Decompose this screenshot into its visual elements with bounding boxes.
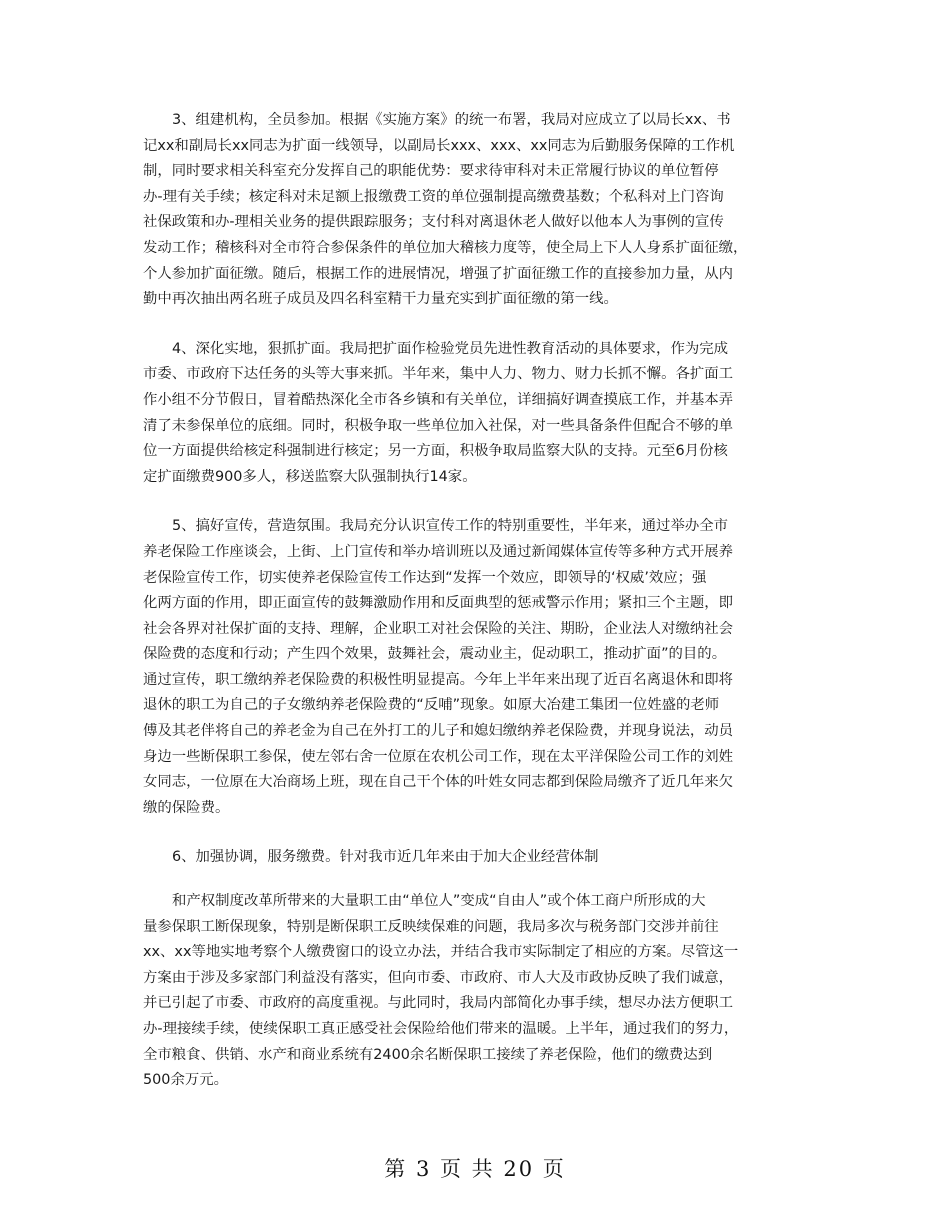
page-body [143, 108, 807, 1118]
text-line: 办-理有关手续；核定科对未足额上报缴费工资的单位强制提高缴费基数；个私科对上门咨询 [143, 188, 724, 205]
text-line: 6、加强协调，服务缴费。针对我市近几年来由于加大企业经营体制 [172, 849, 599, 866]
text-line: 500余万元。 [143, 1072, 229, 1089]
paragraph-3-organization [143, 108, 807, 313]
text-line: 方案由于涉及多家部门利益没有落实，但向市委、市政府、市人大及市政协反映了我们诚意， [143, 969, 734, 986]
paragraph-6-coordination-heading [143, 845, 807, 871]
text-line: 制，同时要求相关科室充分发挥自己的职能优势：要求待审科对未正常履行协议的单位暂停 [143, 163, 719, 180]
page-number-footer: 第 3 页 共 20 页 [384, 1157, 566, 1181]
text-line: 勤中再次抽出两名班子成员及四名科室精干力量充实到扩面征缴的第一线。 [143, 291, 618, 308]
text-line: 老保险宣传工作，切实使养老保险宣传工作达到“发挥一个效应，即领导的‘权威’效应；强 [143, 569, 707, 586]
text-line: 办-理接续手续，使续保职工真正感受社会保险给他们带来的温暖。上半年，通过我们的努力， [143, 1021, 739, 1037]
text-line: 位一方面提供给核定科强制进行核定；另一方面，积极争取局监察大队的支持。元至6月份核 [143, 443, 728, 460]
text-line: 退休的职工为自己的子女缴纳养老保险费的“反哺”现象。如原大冶建工集团一位姓盛的老师 [143, 697, 720, 714]
text-line: 量参保职工断保现象，特别是断保职工反映续保难的问题，我局多次与税务部门交涉并前往 [143, 918, 719, 935]
text-line: 个人参加扩面征缴。随后，根据工作的进展情况，增强了扩面征缴工作的直接参加力量，从内 [143, 265, 734, 282]
text-line: 全市粮食、供销、水产和商业系统有2400余名断保职工接续了养老保险，他们的缴费达到 [143, 1046, 713, 1063]
text-line: 女同志，一位原在大冶商场上班，现在自己干个体的叶姓女同志都到保险局缴齐了近几年来欠 [143, 774, 734, 791]
text-line: 并已引起了市委、市政府的高度重视。与此同时，我局内部简化办事手续，想尽办法方便职工 [143, 995, 734, 1012]
text-line: 定扩面缴费900多人，移送监察大队强制执行14家。 [143, 468, 477, 485]
text-line: 傅及其老伴将自己的养老金为自己在外打工的儿子和媳妇缴纳养老保险费，并现身说法，动员 [143, 723, 734, 740]
text-line: 社保政策和办-理相关业务的提供跟踪服务；支付科对离退休老人做好以他本人为事例的宣传 [143, 214, 724, 231]
paragraph-4-expansion [143, 337, 807, 491]
text-line: 5、搞好宣传，营造氛围。我局充分认识宣传工作的特别重要性，半年来，通过举办全市 [172, 518, 729, 535]
text-line: 发动工作；稽核科对全市符合参保条件的单位加大稽核力度等，使全局上下人人身系扩面征缴， [143, 239, 748, 256]
text-line: xx、xx等地实地考察个人缴费窗口的设立办法，并结合我市实际制定了相应的方案。尽管这一 [143, 944, 739, 961]
text-line: 缴的保险费。 [143, 799, 230, 816]
text-line: 养老保险工作座谈会，上街、上门宣传和举办培训班以及通过新闻媒体宣传等多种方式开展养 [143, 543, 734, 560]
text-line: 和产权制度改革所带来的大量职工由“单位人”变成“自由人”或个体工商户所形成的大 [172, 893, 706, 910]
text-line: 通过宣传，职工缴纳养老保险费的积极性明显提高。今年上半年来出现了近百名离退休和即将 [143, 671, 734, 688]
text-line: 市委、市政府下达任务的头等大事来抓。半年来，集中人力、物力、财力长抓不懈。各扩面工 [143, 366, 734, 383]
text-line: 身边一些断保职工参保，使左邻右舍一位原在农机公司工作，现在太平洋保险公司工作的刘姓 [143, 748, 734, 765]
text-line: 化两方面的作用，即正面宣传的鼓舞激励作用和反面典型的惩戒警示作用；紧扣三个主题，即 [143, 595, 734, 612]
text-line: 社会各界对社保扩面的支持、理解，企业职工对社会保险的关注、期盼，企业法人对缴纳社会 [143, 620, 734, 637]
paragraph-5-publicity [143, 514, 807, 821]
text-line: 作小组不分节假日，冒着酷热深化全市各乡镇和有关单位，详细搞好调查摸底工作，并基本弄 [143, 391, 734, 408]
text-line: 记xx和副局长xx同志为扩面一线领导，以副局长xxx、xxx、xx同志为后勤服务保障的工作机 [143, 137, 735, 154]
paragraph-6-coordination-body [143, 889, 807, 1094]
text-line: 4、深化实地，狠抓扩面。我局把扩面作检验党员先进性教育活动的具体要求，作为完成 [172, 340, 729, 357]
text-line: 保险费的态度和行动；产生四个效果，鼓舞社会，震动业主，促动职工，推动扩面”的目的。 [143, 646, 727, 663]
text-line: 清了未参保单位的底细。同时，积极争取一些单位加入社保，对一些具备条件但配合不够的单 [143, 417, 734, 434]
text-line: 3、组建机构，全员参加。根据《实施方案》的统一布署，我局对应成立了以局长xx、书 [172, 112, 731, 128]
